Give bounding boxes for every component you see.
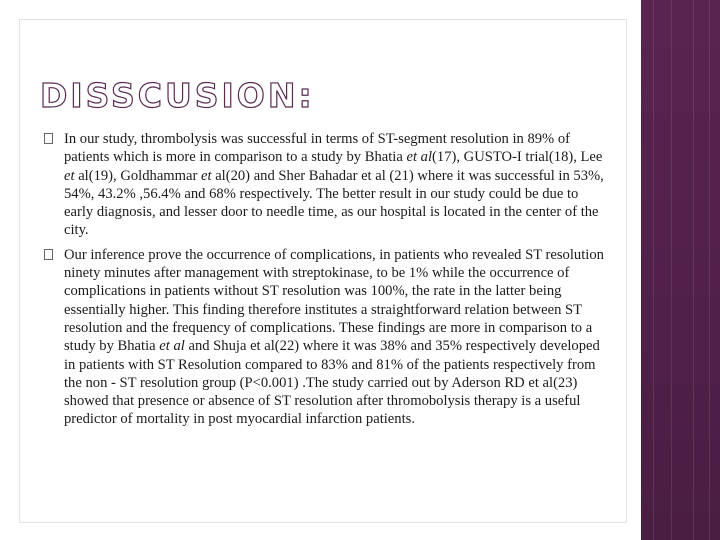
missing-glyph-box-icon [44, 133, 53, 144]
text-run: al(19), Goldhammar [74, 167, 201, 184]
decorative-sidebar [641, 0, 720, 540]
italic-text: et al [406, 149, 433, 166]
italic-text: et [64, 167, 75, 184]
slide-title: DISSCUSION: [40, 76, 315, 115]
text-run: Our inference prove the occurrence of complications, in patients who revealed ST resolution ninety minutes after management with streptokinase, to be 1% while the occurrence of complications in patients without ST resolution was 100%, the rate in the latter being essentially higher. This finding therefore institutes a straightforward relation between ST resolution and the frequency of complications. These findings are more in comparison to a study by Bhatia [64, 246, 604, 355]
bullet-item [44, 246, 604, 429]
text-run: al(20) and Sher Bahadar et al (21) where it was successful in 53%, 54%, 43.2% ,56.4% and 68% respectively. The better result in our study could be due to early diagnosis, and lesser door to needle time, as our hospital is located in the center of the city. [64, 167, 604, 239]
text-run: and Shuja et al(22) where it was 38% and 35% respectively developed in patients with ST Resolution compared to 83% and 81% of the patients respectively from the non - ST resolution group (P<0.001) .The study carried out by Aderson RD et al(23) showed that presence or absence of ST resolution after thromobolysis therapy is a useful predictor of mortality in post myocardial infarction patients. [64, 338, 600, 428]
bullet-item [44, 130, 604, 240]
text-run: In our study, thrombolysis was successful in terms of ST-segment resolution in 89% of patients which is more in comparison to a study by Bhatia [64, 131, 570, 166]
slide-body [44, 130, 604, 435]
bullet-paragraph [64, 246, 604, 429]
missing-glyph-box-icon [44, 249, 53, 260]
text-run: (17), GUSTO-I trial(18), Lee [432, 149, 603, 166]
italic-text: et al [159, 338, 185, 355]
bullet-paragraph [64, 130, 604, 240]
italic-text: et [201, 167, 212, 184]
